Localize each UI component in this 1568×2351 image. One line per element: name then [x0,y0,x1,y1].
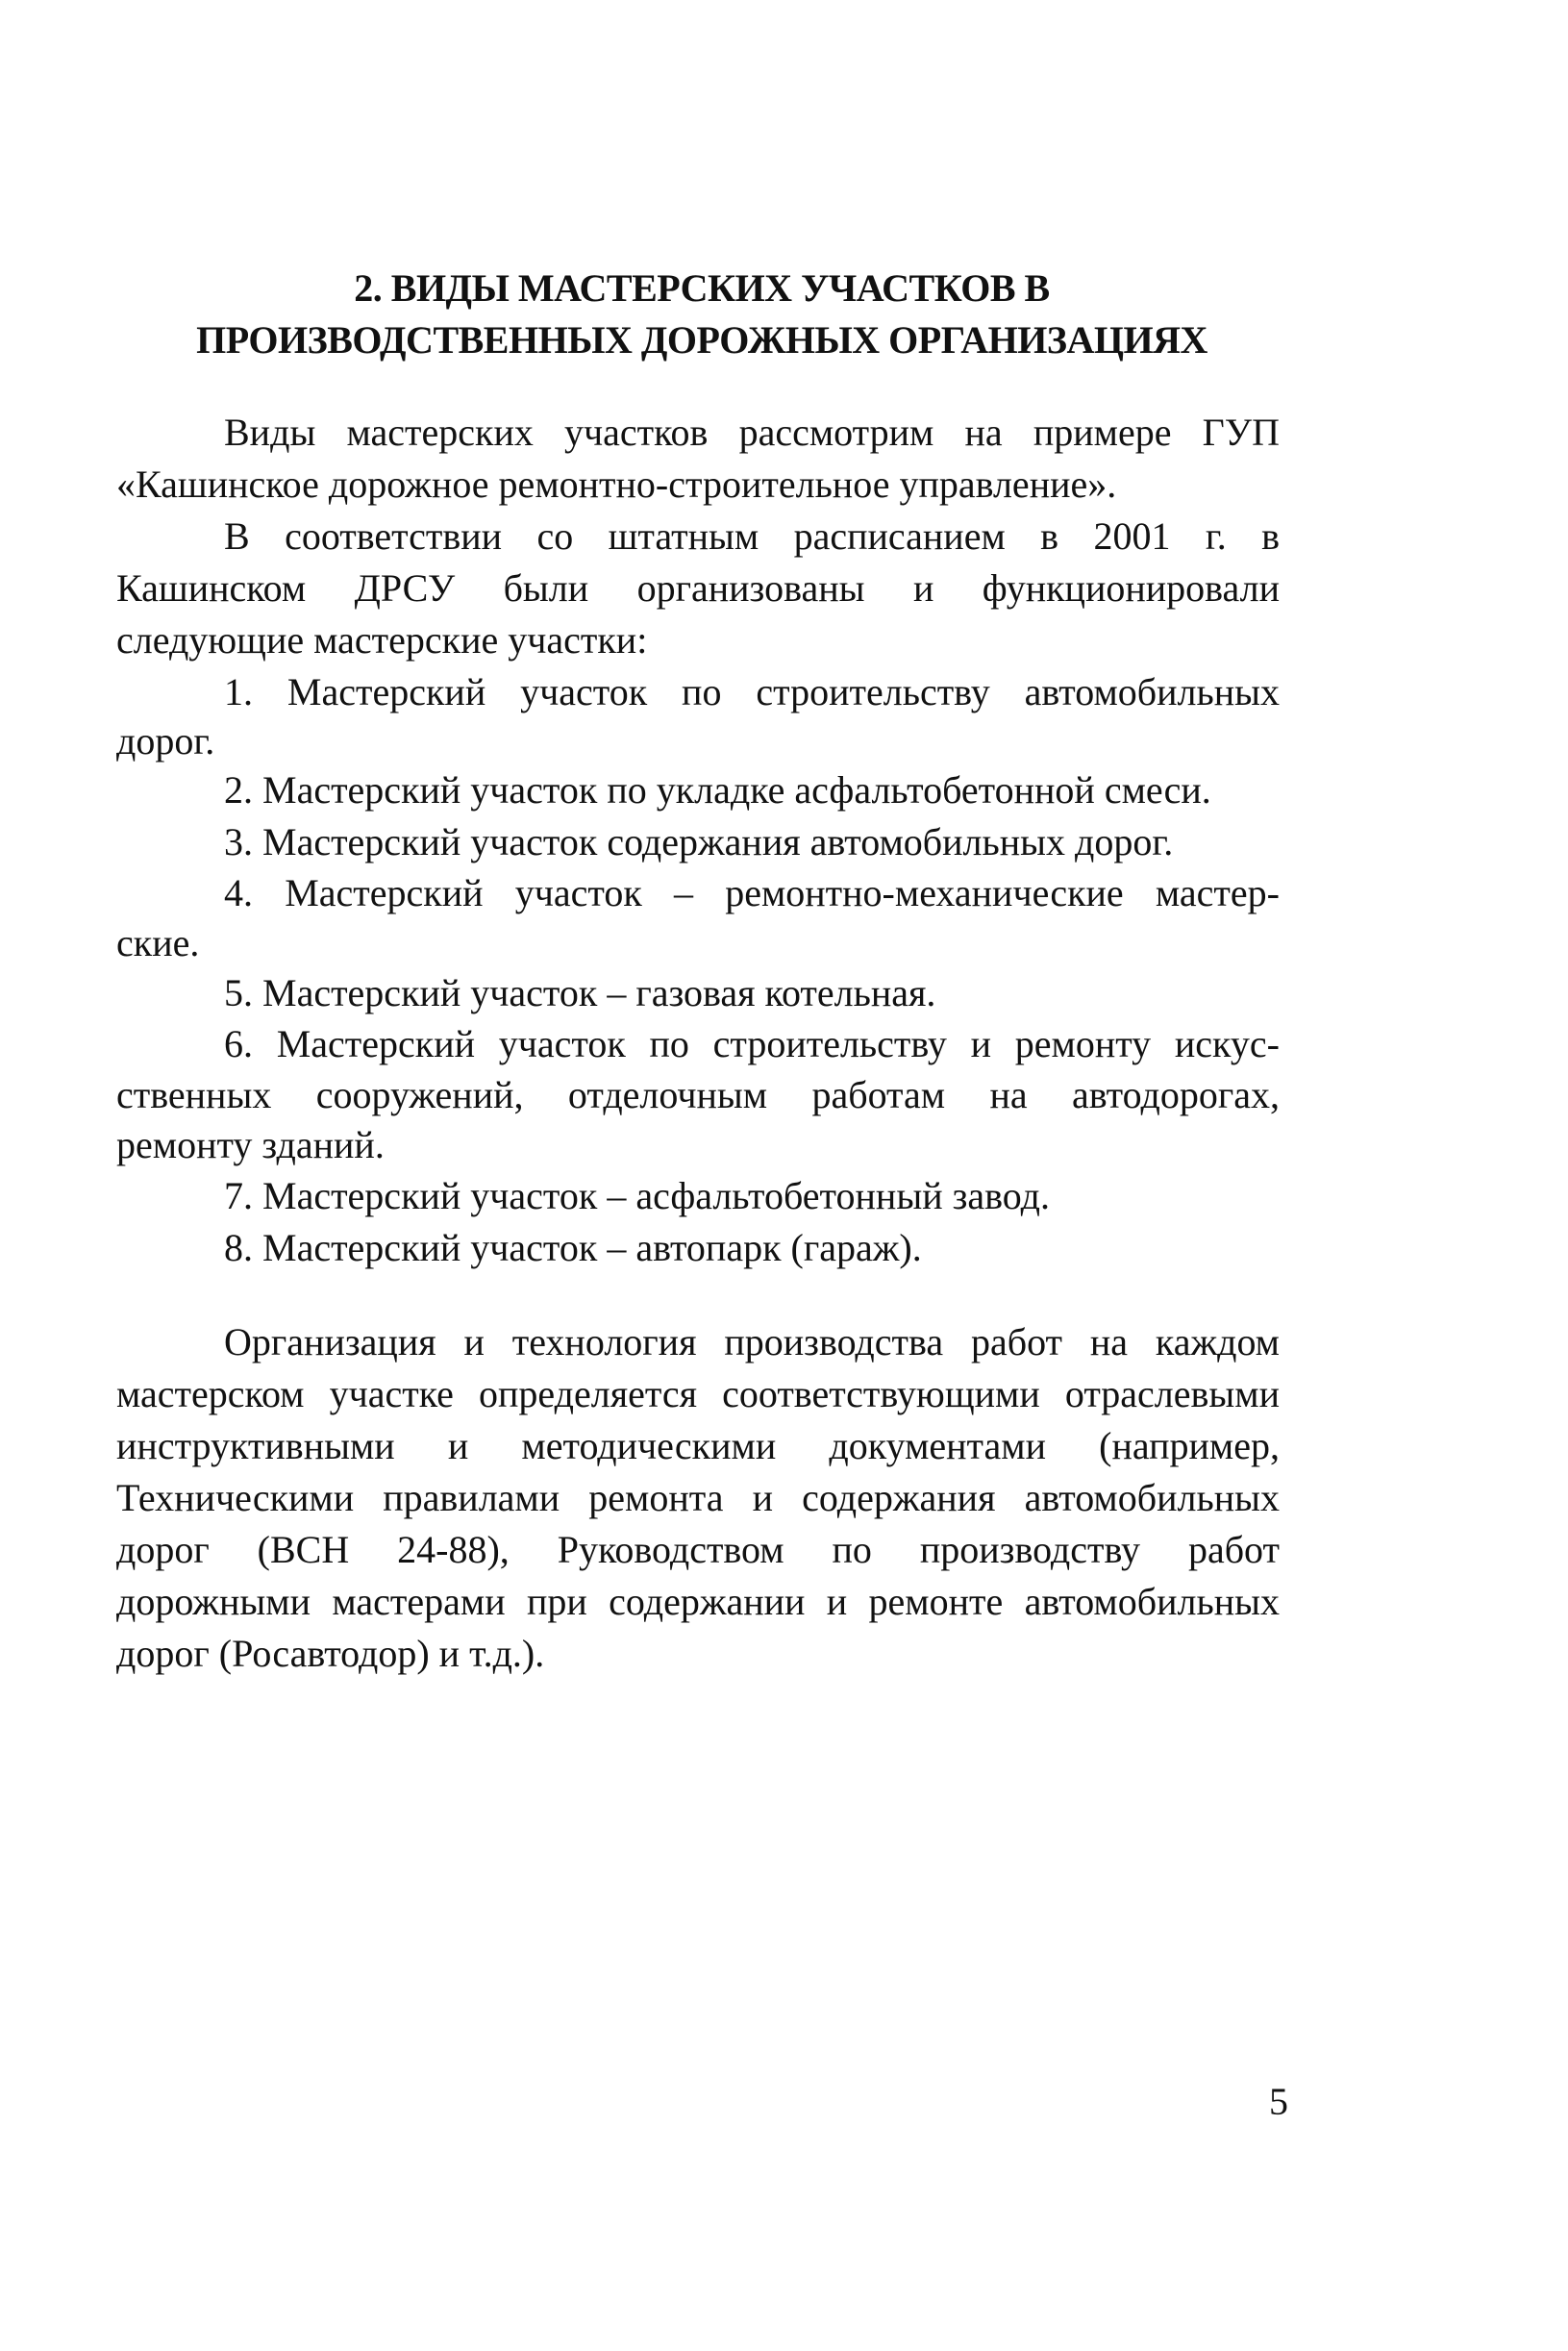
closing-line-6: дорожными мастерами при содержании и ремонте автомобильных [116,1580,1280,1623]
intro-line-2: «Кашинское дорожное ремонтно-строительное управление». [116,463,1117,506]
list-item-7: 7. Мастерский участок – асфальтобетонный завод. [224,1174,1050,1217]
section-heading-line-1: 2. ВИДЫ МАСТЕРСКИХ УЧАСТКОВ В [354,266,1050,310]
closing-line-2: мастерском участке определяется соответствующими отраслевыми [116,1372,1280,1415]
staffing-line-3: следующие мастерские участки: [116,618,648,662]
list-item-6-line-3: ремонту зданий. [116,1123,385,1166]
closing-line-7: дорог (Росавтодор) и т.д.). [116,1632,545,1675]
list-item-5: 5. Мастерский участок – газовая котельная. [224,971,936,1014]
list-item-6-line-2: ственных сооружений, отделочным работам на автодорогах, [116,1073,1280,1116]
list-item-2: 2. Мастерский участок по укладке асфальтобетонной смеси. [224,768,1211,812]
page-number: 5 [1269,2080,1288,2123]
list-item-1-line-1: 1. Мастерский участок по строительству автомобильных [224,670,1280,713]
list-item-1-line-2: дорог. [116,719,215,763]
list-item-6-line-1: 6. Мастерский участок по строительству и ремонту искус- [224,1022,1280,1065]
closing-line-5: дорог (ВСН 24-88), Руководством по производству работ [116,1528,1280,1571]
staffing-line-2: Кашинском ДРСУ были организованы и функционировали [116,566,1280,610]
list-item-8: 8. Мастерский участок – автопарк (гараж). [224,1226,922,1269]
closing-line-3: инструктивными и методическими документами (например, [116,1424,1280,1467]
intro-line-1: Виды мастерских участков рассмотрим на примере ГУП [224,411,1280,454]
closing-line-1: Организация и технология производства работ на каждом [224,1320,1280,1363]
section-heading-line-2: ПРОИЗВОДСТВЕННЫХ ДОРОЖНЫХ ОРГАНИЗАЦИЯХ [196,318,1207,362]
list-item-4-line-2: ские. [116,921,200,964]
staffing-line-1: В соответствии со штатным расписанием в 2001 г. в [224,514,1280,558]
closing-line-4: Техническими правилами ремонта и содержания автомобильных [116,1476,1280,1519]
list-item-3: 3. Мастерский участок содержания автомобильных дорог. [224,820,1174,863]
list-item-4-line-1: 4. Мастерский участок – ремонтно-механические мастер- [224,871,1280,914]
